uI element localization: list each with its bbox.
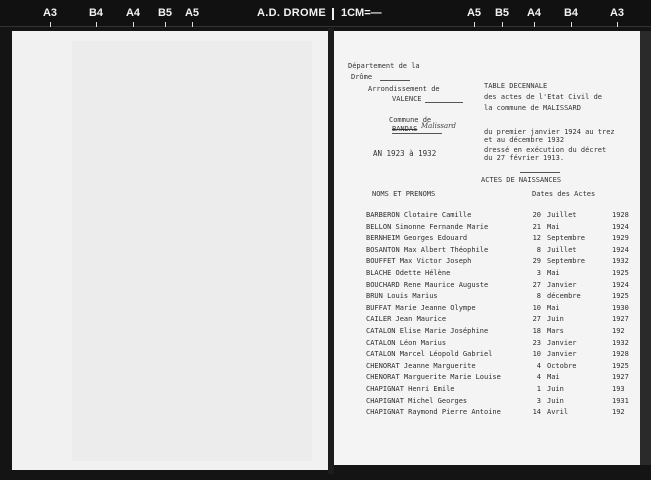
- entry-name: BOSANTON Max Albert Théophile: [366, 246, 489, 254]
- ruler-mark-right-a3: A3: [609, 7, 625, 19]
- entry-year: 1925: [612, 269, 629, 277]
- entry-year: 1927: [612, 373, 629, 381]
- ruler-tick: [96, 22, 97, 27]
- left-page: [12, 31, 330, 470]
- entry-day: 20: [532, 211, 541, 219]
- entry-year: 192: [612, 327, 625, 335]
- entry-name: BUFFAT Marie Jeanne Olympe: [366, 304, 476, 312]
- entry-month: décembre: [547, 292, 581, 300]
- entry-month: Avril: [547, 408, 569, 416]
- ruler-mark-right-b5: B5: [494, 7, 510, 19]
- entry-month: Mai: [547, 373, 560, 381]
- entry-month: Juin: [547, 397, 564, 405]
- ruler-tick: [617, 22, 618, 27]
- entry-day: 18: [532, 327, 541, 335]
- entry-year: 1932: [612, 257, 629, 265]
- entry-name: BLACHE Odette Hélène: [366, 269, 451, 277]
- entry-year: 1930: [612, 304, 629, 312]
- entry-year: 1929: [612, 234, 629, 242]
- entry-name: BARBERON Clotaire Camille: [366, 211, 472, 219]
- entry-month: Septembre: [547, 257, 585, 265]
- dates-line-2: et au décembre 1932: [484, 136, 565, 144]
- entry-name: CATALON Elise Marie Joséphine: [366, 327, 489, 335]
- entry-year: 1925: [612, 292, 629, 300]
- table-title: TABLE DECENNALE: [484, 82, 548, 90]
- ruler-tick: [50, 22, 51, 27]
- scan-ruler: [0, 0, 651, 27]
- ruler-separator: [332, 8, 334, 20]
- entry-day: 3: [536, 269, 541, 277]
- entry-year: 1927: [612, 315, 629, 323]
- table-subtitle-2: la commune de MALISSARD: [484, 104, 581, 112]
- departement-label: Département de la: [348, 62, 420, 70]
- period-label: AN 1923 à 1932: [373, 149, 437, 158]
- entry-year: 1925: [612, 362, 629, 370]
- entry-year: 1932: [612, 339, 629, 347]
- ruler-mark-right-a4: A4: [526, 7, 542, 19]
- entry-day: 8: [536, 292, 541, 300]
- scale-label: 1CM=—: [341, 7, 382, 19]
- entry-month: Mai: [547, 304, 560, 312]
- table-subtitle-1: des actes de l'Etat Civil de: [484, 93, 603, 101]
- entry-day: 10: [532, 350, 541, 358]
- ruler-tick: [192, 22, 193, 27]
- decree-line-1: dressé en exécution du décret: [484, 146, 607, 154]
- valence-label: VALENCE: [392, 95, 422, 103]
- entry-name: BOUCHARD Rene Maurice Auguste: [366, 281, 489, 289]
- entry-name: CHENORAT Jeanne Marguerite: [366, 362, 476, 370]
- entry-name: BRUN Louis Marius: [366, 292, 438, 300]
- entry-month: Mars: [547, 327, 564, 335]
- entry-year: 1928: [612, 350, 629, 358]
- entry-month: Juillet: [547, 246, 577, 254]
- ruler-tick: [534, 22, 535, 27]
- ruler-mark-left-a4: A4: [125, 7, 141, 19]
- entry-name: CAILER Jean Maurice: [366, 315, 447, 323]
- entry-name: CATALON Léon Marius: [366, 339, 447, 347]
- commune-label: Commune de: [389, 116, 432, 124]
- entry-year: 192: [612, 408, 625, 416]
- entry-day: 3: [536, 397, 541, 405]
- section-title: ACTES DE NAISSANCES: [481, 176, 562, 184]
- entry-name: BOUFFET Max Victor Joseph: [366, 257, 472, 265]
- entry-day: 27: [532, 281, 541, 289]
- ruler-mark-left-a3: A3: [42, 7, 58, 19]
- decree-line-2: du 27 février 1913.: [484, 154, 565, 162]
- ruler-tick: [502, 22, 503, 27]
- underline: [392, 133, 442, 134]
- entry-day: 14: [532, 408, 541, 416]
- entry-month: Octobre: [547, 362, 577, 370]
- dates-line-1: du premier janvier 1924 au trez: [484, 128, 615, 136]
- entry-name: BELLON Simonne Fernande Marie: [366, 223, 489, 231]
- entry-name: CHENORAT Marguerite Marie Louise: [366, 373, 501, 381]
- entry-name: BERNHEIM Georges Edouard: [366, 234, 468, 242]
- entry-day: 23: [532, 339, 541, 347]
- entry-year: 1924: [612, 223, 629, 231]
- entry-month: Juillet: [547, 211, 577, 219]
- ruler-mark-left-b4: B4: [88, 7, 104, 19]
- ruler-mark-right-b4: B4: [563, 7, 579, 19]
- entry-month: Juin: [547, 385, 564, 393]
- entry-month: Septembre: [547, 234, 585, 242]
- ruler-tick: [133, 22, 134, 27]
- underline: [380, 80, 410, 81]
- entry-year: 1924: [612, 281, 629, 289]
- entry-day: 4: [536, 362, 541, 370]
- ruler-tick: [571, 22, 572, 27]
- arrondissement-label: Arrondissement de: [368, 85, 440, 93]
- entry-year: 1931: [612, 397, 629, 405]
- ruler-mark-left-a5: A5: [184, 7, 200, 19]
- entry-day: 8: [536, 246, 541, 254]
- entry-day: 1: [536, 385, 541, 393]
- entry-day: 12: [532, 234, 541, 242]
- drome-label: Drôme: [351, 73, 373, 81]
- page-edge: [640, 31, 651, 465]
- entry-month: Janvier: [547, 350, 577, 358]
- underline: [520, 172, 560, 173]
- ruler-tick: [474, 22, 475, 27]
- entry-month: Juin: [547, 315, 564, 323]
- entry-name: CHAPIGNAT Michel Georges: [366, 397, 468, 405]
- left-page-blank-area: [72, 41, 312, 461]
- entry-year: 1924: [612, 246, 629, 254]
- column-header-dates: Dates des Actes: [532, 190, 596, 198]
- entry-day: 4: [536, 373, 541, 381]
- entry-name: CATALON Marcel Léopold Gabriel: [366, 350, 493, 358]
- entry-month: Janvier: [547, 281, 577, 289]
- ruler-tick: [165, 22, 166, 27]
- entry-day: 21: [532, 223, 541, 231]
- commune-name: BANDAS: [392, 125, 418, 133]
- entry-year: 193: [612, 385, 625, 393]
- ruler-mark-right-a5: A5: [466, 7, 482, 19]
- entry-day: 10: [532, 304, 541, 312]
- entry-month: Janvier: [547, 339, 577, 347]
- entry-month: Mai: [547, 269, 560, 277]
- column-header-names: NOMS ET PRENOMS: [372, 190, 436, 198]
- entry-name: CHAPIGNAT Henri Emile: [366, 385, 455, 393]
- entry-name: CHAPIGNAT Raymond Pierre Antoine: [366, 408, 501, 416]
- entry-month: Mai: [547, 223, 560, 231]
- ruler-mark-left-b5: B5: [157, 7, 173, 19]
- entry-year: 1928: [612, 211, 629, 219]
- underline: [425, 102, 463, 103]
- archive-title: A.D. DROME: [257, 7, 326, 19]
- handwritten-annotation: Malissard: [421, 122, 457, 130]
- entry-day: 27: [532, 315, 541, 323]
- entry-day: 29: [532, 257, 541, 265]
